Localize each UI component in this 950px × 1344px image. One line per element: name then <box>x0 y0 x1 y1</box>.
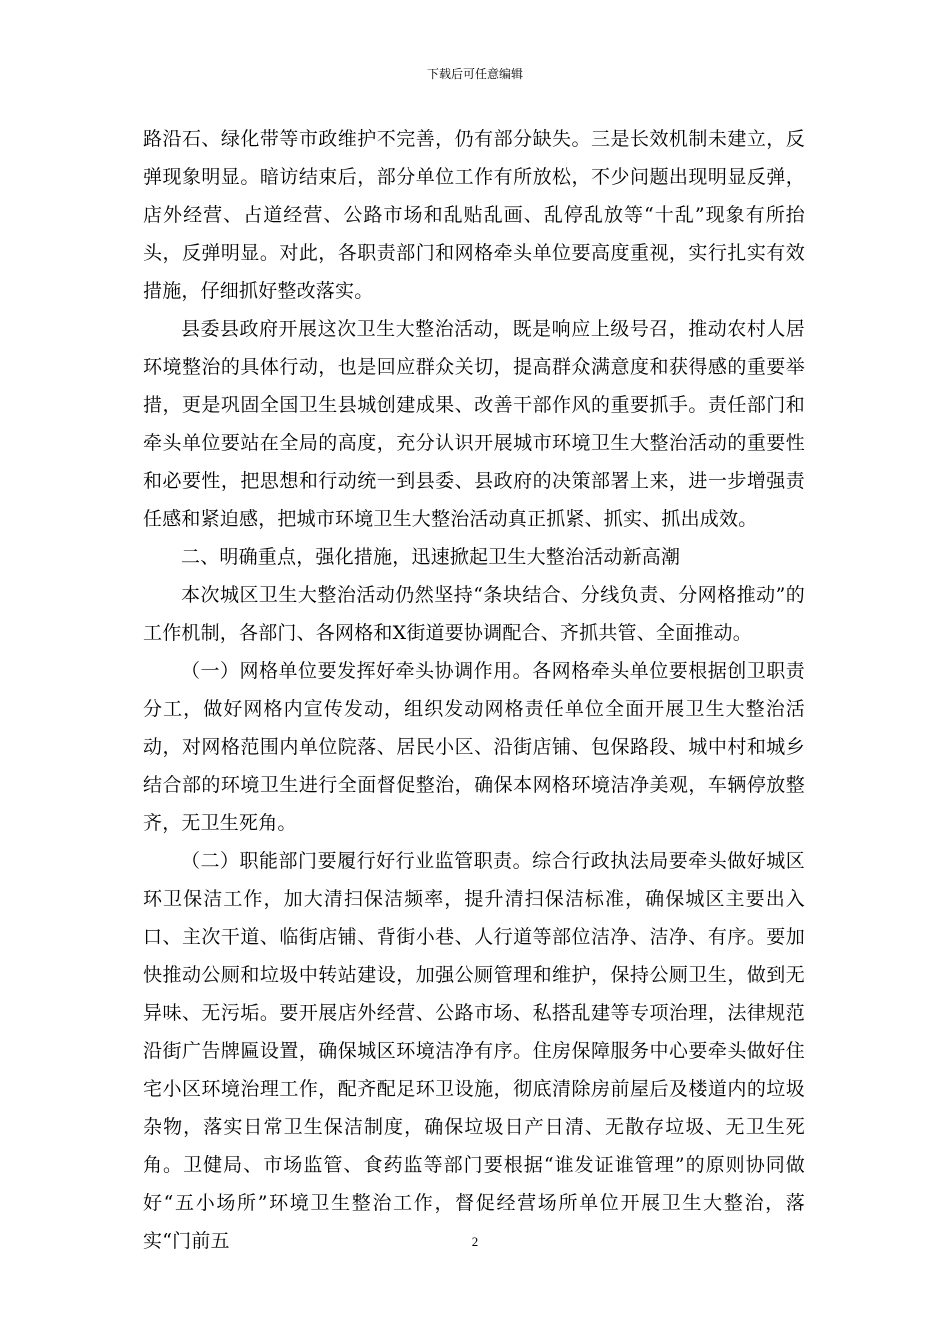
document-body <box>143 120 805 1260</box>
page-header: 下载后可任意编辑 <box>426 67 523 81</box>
page-number: 2 <box>471 1234 479 1249</box>
section-heading: 二、明确重点，强化措施，迅速掀起卫生大整治活动新高潮 <box>181 546 681 568</box>
paragraph-functional-departments: （二）职能部门要履行好行业监管职责。综合行政执法局要牵头做好城区环卫保洁工作，加大清扫保洁频率，提升清扫保洁标准，确保城区主要出入口、主次干道、临街店铺、背街小巷、人行道等部位洁净、洁净、有序。要加快推动公厕和垃圾中转站建设，加强公厕管理和维护，保持公厕卫生，做到无异味、无污垢。要开展店外经营、公路市场、私搭乱建等专项治理，法律规范沿街广告牌匾设置，确保城区环境洁净有序。住房保障服务中心要牵头做好住宅小区环境治理工作，配齐配足环卫设施，彻底清除房前屋后及楼道内的垃圾杂物，落实日常卫生保洁制度，确保垃圾日产日清、无散存垃圾、无卫生死角。卫健局、市场监管、食药监等部门要根据“谁发证谁管理”的原则协同做好“五小场所”环境卫生整治工作，督促经营场所单位开展卫生大整治，落实“门前五 <box>143 850 805 1252</box>
paragraph-significance: 县委县政府开展这次卫生大整治活动，既是响应上级号召，推动农村人居环境整治的具体行动，也是回应群众关切，提高群众满意度和获得感的重要举措，更是巩固全国卫生县城创建成果、改善干部作风的重要抓手。责任部门和牵头单位要站在全局的高度，充分认识开展城市环境卫生大整治活动的重要性和必要性，把思想和行动统一到县委、县政府的决策部署上来，进一步增强责任感和紧迫感，把城市环境卫生大整治活动真正抓紧、抓实、抓出成效。 <box>143 318 805 530</box>
paragraph-grid-units: （一）网格单位要发挥好牵头协调作用。各网格牵头单位要根据创卫职责分工，做好网格内宣传发动，组织发动网格责任单位全面开展卫生大整治活动，对网格范围内单位院落、居民小区、沿街店铺、包保路段、城中村和城乡结合部的环境卫生进行全面督促整治，确保本网格环境洁净美观，车辆停放整齐，无卫生死角。 <box>143 660 805 834</box>
paragraph-continuation: 路沿石、绿化带等市政维护不完善，仍有部分缺失。三是长效机制未建立，反弹现象明显。暗访结束后，部分单位工作有所放松，不少问题出现明显反弹，店外经营、占道经营、公路市场和乱贴乱画、乱停乱放等“十乱”现象有所抬头，反弹明显。对此，各职责部门和网格牵头单位要高度重视，实行扎实有效措施，仔细抓好整改落实。 <box>143 128 805 302</box>
paragraph-mechanism: 本次城区卫生大整治活动仍然坚持“条块结合、分线负责、分网格推动”的工作机制，各部门、各网格和X街道要协调配合、齐抓共管、全面推动。 <box>143 584 805 644</box>
